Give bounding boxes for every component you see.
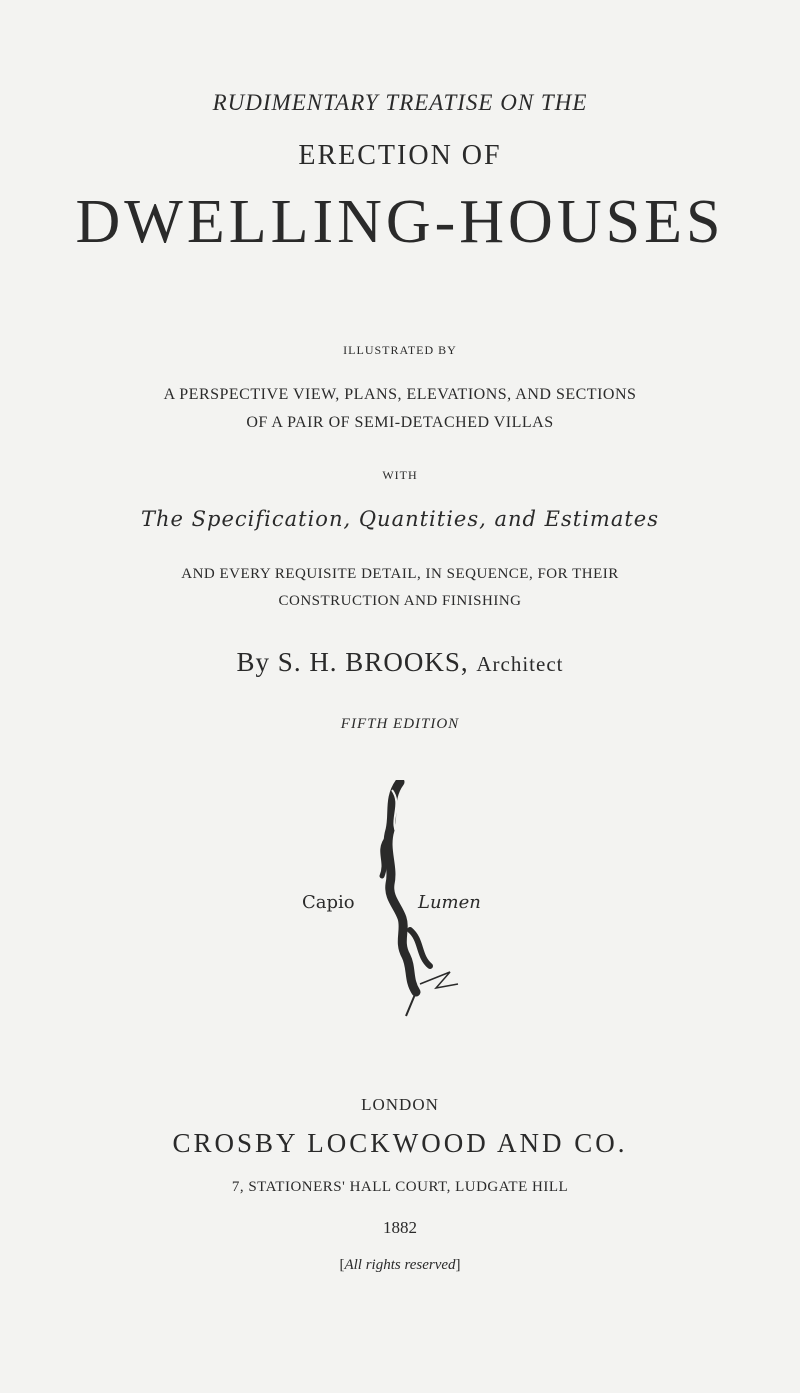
erection-heading: ERECTION OF [298,140,502,171]
description-line-2: OF A PAIR OF SEMI-DETACHED VILLAS [246,414,554,431]
author-role: Architect [476,652,564,676]
imprint-address: 7, STATIONERS' HALL COURT, LUDGATE HILL [231,1179,569,1195]
main-title: DWELLING-HOUSES [75,188,725,256]
author-line [0,647,800,678]
illustrated-by: ILLUSTRATED BY [343,343,457,357]
imprint-publisher: CROSBY LOCKWOOD AND CO. [172,1128,628,1158]
rights-notice: [All rights reserved] [339,1257,461,1273]
description-line-1: A PERSPECTIVE VIEW, PLANS, ELEVATIONS, AND SECTIONS [163,386,637,403]
author-by: By [236,647,271,677]
printers-device-logo [290,780,520,1020]
author-name: S. H. BROOKS, [277,647,469,677]
detail-line-2: CONSTRUCTION AND FINISHING [278,593,522,609]
device-left-text: Capio [302,892,355,913]
with-label: WITH [382,468,418,482]
imprint-year: 1882 [383,1218,417,1237]
device-figure [388,782,416,992]
blackletter-line: The Specification, Quantities, and Estimates [141,507,659,531]
imprint-city: LONDON [361,1095,439,1114]
edition: FIFTH EDITION [340,716,460,732]
device-right-text: Lumen [418,892,481,913]
detail-line-1: AND EVERY REQUISITE DETAIL, IN SEQUENCE, FOR THEIR [181,566,619,582]
subtitle: RUDIMENTARY TREATISE ON THE [212,90,588,115]
rights-text: All rights reserved [344,1257,456,1273]
